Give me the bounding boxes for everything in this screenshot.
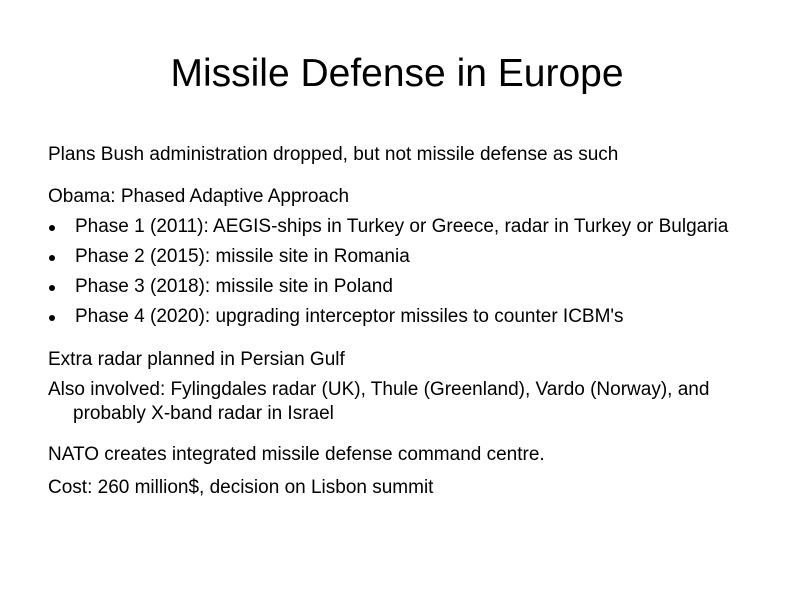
phase-item-2 [48, 242, 768, 272]
phase-item-label: Phase 4 (2020): upgrading interceptor missiles to counter ICBM's [75, 306, 624, 327]
bullet-icon [49, 285, 55, 291]
nato-paragraph: NATO creates integrated missile defense command centre. [48, 444, 545, 465]
phase-item-label: Phase 1 (2011): AEGIS-ships in Turkey or Greece, radar in Turkey or Bulgaria [75, 216, 729, 237]
slide-title: Missile Defense in Europe [170, 52, 624, 95]
bush-plans-paragraph: Plans Bush administration dropped, but not missile defense as such [48, 144, 619, 165]
phase-list [48, 212, 768, 332]
cost-paragraph: Cost: 260 million$, decision on Lisbon summit [48, 477, 434, 498]
phase-item-4 [48, 302, 768, 332]
bullet-icon [49, 315, 55, 321]
bullet-icon [49, 255, 55, 261]
phase-item-label: Phase 3 (2018): missile site in Poland [75, 276, 393, 297]
obama-heading: Obama: Phased Adaptive Approach [48, 185, 350, 207]
phase-item-3 [48, 272, 768, 302]
bullet-icon [49, 225, 55, 231]
extra-radar-paragraph: Extra radar planned in Persian Gulf [48, 349, 345, 370]
phase-item-label: Phase 2 (2015): missile site in Romania [75, 246, 410, 267]
phase-item-1 [48, 212, 768, 242]
slide-body [48, 140, 768, 500]
also-involved-paragraph: Also involved: Fylingdales radar (UK), Thule (Greenland), Vardo (Norway), and probably X-band radar in Israel [48, 379, 710, 424]
